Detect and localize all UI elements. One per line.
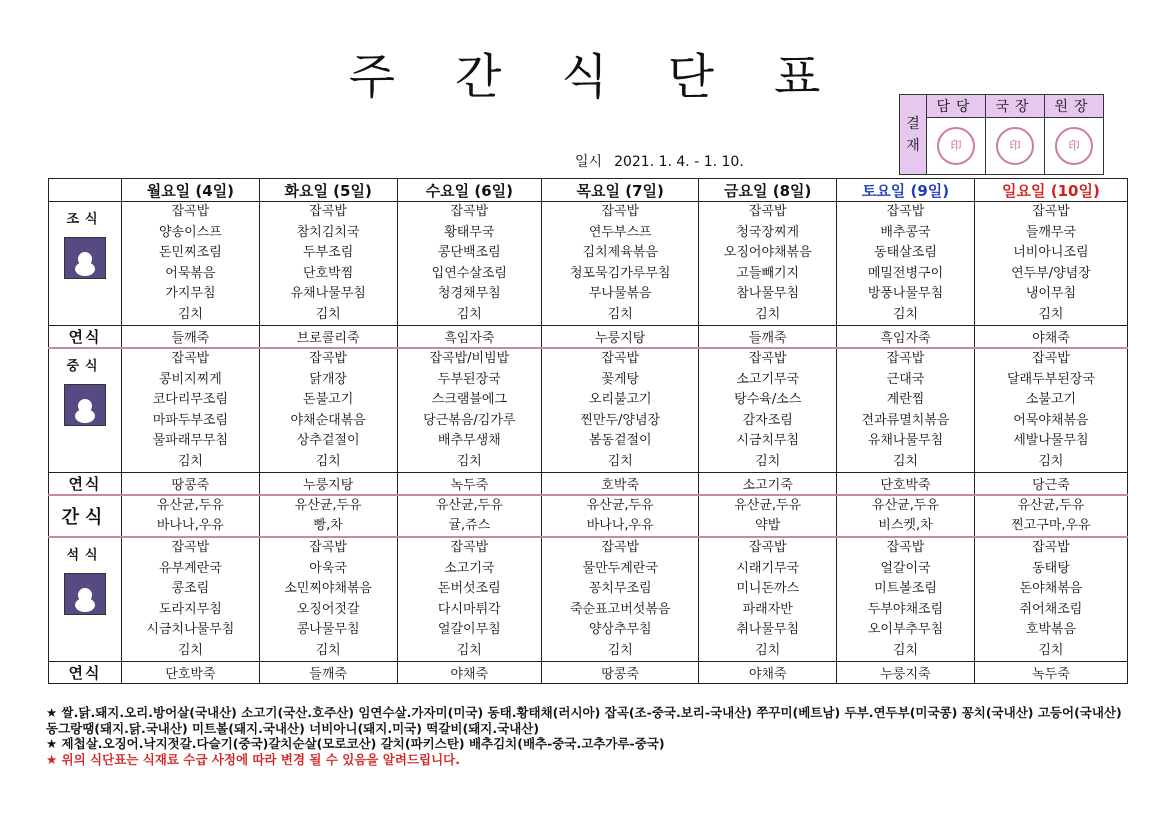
page-title: 주간식단표 [348, 49, 881, 105]
porridge-cell: 땅콩죽 [542, 662, 699, 684]
snack-cell: 유산균,두유 약밥 [699, 495, 837, 537]
breakfast-cell: 잡곡밥 참치김치국 두부조림 단호박찜 유채나물무침 김치 [259, 202, 397, 326]
date-value: 2021. 1. 4. - 1. 10. [614, 154, 744, 170]
snowman-icon [64, 384, 106, 426]
breakfast-label-cell [49, 202, 122, 326]
dinner-cell: 잡곡밥 얼갈이국 미트볼조림 두부야채조림 오이부추무침 김치 [837, 537, 975, 662]
porridge-cell: 누룽지탕 [542, 326, 699, 349]
date-range [575, 151, 756, 171]
lunch-cell: 잡곡밥/비빔밥 두부된장국 스크램블에그 당근볶음/김가루 배추무생채 김치 [397, 348, 542, 473]
snack-cell: 유산균,두유 찐고구마,우유 [974, 495, 1127, 537]
porridge-cell: 녹두죽 [397, 473, 542, 496]
breakfast-porridge-row [49, 326, 1128, 349]
snack-row [49, 495, 1128, 537]
porridge-cell: 들깨죽 [259, 662, 397, 684]
breakfast-cell: 잡곡밥 양송이스프 돈민찌조림 어묵볶음 가지무침 김치 [122, 202, 260, 326]
change-notice: ★ 위의 식단표는 식재료 수급 사정에 따라 변경 될 수 있음을 알려드립니다. [46, 751, 461, 767]
day-header: 목요일 (7일) [542, 179, 699, 202]
snack-cell: 유산균,두유 바나나,우유 [122, 495, 260, 537]
dinner-cell: 잡곡밥 유부계란국 콩조림 도라지무침 시금치나물무침 김치 [122, 537, 260, 662]
day-header-sunday: 일요일 (10일) [974, 179, 1127, 202]
seal-stamp-icon: 印 [937, 127, 975, 165]
porridge-cell: 흑임자죽 [397, 326, 542, 349]
approval-header-staff: 담당 [927, 95, 986, 118]
snack-cell: 유산균,두유 바나나,우유 [542, 495, 699, 537]
seal-stamp-icon: 印 [996, 127, 1034, 165]
breakfast-row [49, 202, 1128, 326]
snack-cell: 유산균,두유 귤,쥬스 [397, 495, 542, 537]
seal-stamp-icon: 印 [1055, 127, 1093, 165]
porridge-cell: 땅콩죽 [122, 473, 260, 496]
lunch-cell: 잡곡밥 콩비지찌게 코다리무조림 마파두부조림 물파래무무침 김치 [122, 348, 260, 473]
porridge-cell: 녹두죽 [974, 662, 1127, 684]
lunch-cell: 잡곡밥 꽃게탕 오리불고기 찐만두/양념장 봄동겉절이 김치 [542, 348, 699, 473]
approval-header-director: 국장 [986, 95, 1045, 118]
snowman-icon [64, 573, 106, 615]
porridge-cell: 호박죽 [542, 473, 699, 496]
porridge-cell: 누룽지탕 [259, 473, 397, 496]
corner-cell [49, 179, 122, 202]
breakfast-cell: 잡곡밥 배추콩국 동태살조림 메밀전병구이 방풍나물무침 김치 [837, 202, 975, 326]
snack-cell: 유산균,두유 비스켓,차 [837, 495, 975, 537]
day-header-saturday: 토요일 (9일) [837, 179, 975, 202]
porridge-cell: 들깨죽 [122, 326, 260, 349]
origin-note: ★ 제첩살.오징어.낙지젓갈.다슬기(중국)갈치순살(모로코산) 갈치(파키스탄) 배추김치(배추-중국.고추가루-중국) [46, 736, 665, 751]
snowman-icon [64, 237, 106, 279]
approval-header-principal: 원장 [1045, 95, 1104, 118]
lunch-label-cell [49, 348, 122, 473]
origin-note: ★ 쌀.닭.돼지.오리.방어살(국내산) 소고기(국산.호주산) 임연수살.가자미(미국) 동태.황태채(러시아) 잡곡(조-중국.보리-국내산) 쭈꾸미(베트남) 두부.연두부(미국콩) 꽁치(국내산) 고등어(국내산) 동그랑땡(돼지.닭.국내산) 미트볼(돼지.국내산) 너비아니(돼지.미국) 떡갈비(돼지.국내산) [46, 705, 1122, 736]
approval-box [899, 94, 1104, 175]
porridge-cell: 당근죽 [974, 473, 1127, 496]
day-header: 금요일 (8일) [699, 179, 837, 202]
porridge-cell: 누룽지죽 [837, 662, 975, 684]
dinner-cell: 잡곡밥 시래기무국 미니돈까스 파래자반 취나물무침 김치 [699, 537, 837, 662]
lunch-porridge-row [49, 473, 1128, 496]
porridge-cell: 야채죽 [699, 662, 837, 684]
day-header: 화요일 (5일) [259, 179, 397, 202]
lunch-cell: 잡곡밥 닭개장 돈불고기 야채순대볶음 상추겉절이 김치 [259, 348, 397, 473]
porridge-label: 연식 [49, 326, 122, 349]
lunch-cell: 잡곡밥 달래두부된장국 소불고기 어묵야채볶음 세발나물무침 김치 [974, 348, 1127, 473]
dinner-label-cell [49, 537, 122, 662]
porridge-cell: 단호박죽 [122, 662, 260, 684]
porridge-cell: 소고기죽 [699, 473, 837, 496]
porridge-label: 연식 [49, 473, 122, 496]
approval-side-label: 결재 [900, 95, 927, 175]
breakfast-cell: 잡곡밥 연두부스프 김치제육볶음 청포묵김가루무침 무나물볶음 김치 [542, 202, 699, 326]
snack-cell: 유산균,두유 빵,차 [259, 495, 397, 537]
origin-notes [46, 705, 1136, 767]
dinner-row [49, 537, 1128, 662]
dinner-cell: 잡곡밥 아욱국 소민찌야채볶음 오징어젓갈 콩나물무침 김치 [259, 537, 397, 662]
lunch-row [49, 348, 1128, 473]
breakfast-cell: 잡곡밥 청국장찌게 오징어야채볶음 고들빼기지 참나물무침 김치 [699, 202, 837, 326]
dinner-label: 석식 [66, 548, 104, 563]
dinner-porridge-row [49, 662, 1128, 684]
porridge-cell: 야채죽 [974, 326, 1127, 349]
porridge-cell: 단호박죽 [837, 473, 975, 496]
lunch-cell: 잡곡밥 소고기무국 탕수육/소스 감자조림 시금치무침 김치 [699, 348, 837, 473]
porridge-label: 연식 [49, 662, 122, 684]
day-header-row [49, 179, 1128, 202]
dinner-cell: 잡곡밥 소고기국 돈버섯조림 다시마튀각 얼갈이무침 김치 [397, 537, 542, 662]
lunch-label: 중식 [66, 359, 104, 374]
day-header: 월요일 (4일) [122, 179, 260, 202]
breakfast-label: 조식 [66, 212, 104, 227]
dinner-cell: 잡곡밥 동태탕 돈야채볶음 쥐어채조림 호박볶음 김치 [974, 537, 1127, 662]
lunch-cell: 잡곡밥 근대국 계란찜 견과류멸치볶음 유채나물무침 김치 [837, 348, 975, 473]
breakfast-cell: 잡곡밥 황태무국 콩단백조림 입연수살조림 청경채무침 김치 [397, 202, 542, 326]
porridge-cell: 들깨죽 [699, 326, 837, 349]
date-label: 일시 [575, 154, 603, 170]
day-header: 수요일 (6일) [397, 179, 542, 202]
snack-label: 간식 [49, 495, 122, 537]
porridge-cell: 흑임자죽 [837, 326, 975, 349]
breakfast-cell: 잡곡밥 들깨무국 너비아니조림 연두부/양념장 냉이무침 김치 [974, 202, 1127, 326]
porridge-cell: 야채죽 [397, 662, 542, 684]
dinner-cell: 잡곡밥 물만두계란국 꽁치무조림 죽순표고버섯볶음 양상추무침 김치 [542, 537, 699, 662]
porridge-cell: 브로콜리죽 [259, 326, 397, 349]
weekly-menu-table [48, 178, 1128, 684]
